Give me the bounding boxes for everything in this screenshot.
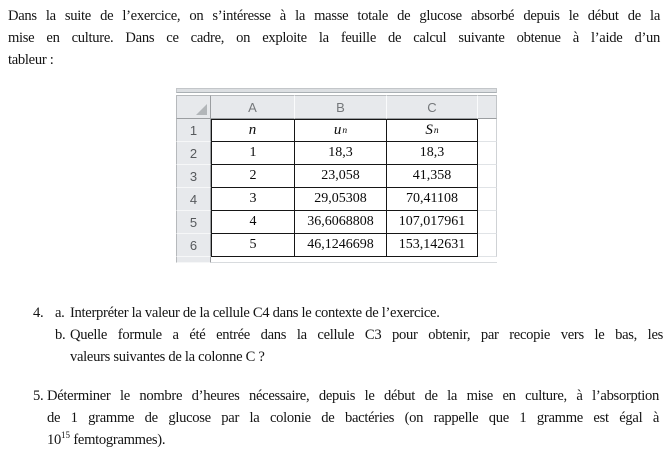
row-header-1: 1 (176, 119, 211, 142)
row-header-5: 5 (176, 211, 211, 234)
spreadsheet-row-4 (176, 188, 497, 211)
column-header-c: C (387, 95, 478, 119)
cell-A6: 5 (211, 234, 295, 257)
intro-paragraph (8, 5, 660, 71)
question-4a (55, 302, 663, 324)
cell-D3-partial (478, 165, 497, 188)
question-5-text (47, 385, 659, 451)
cell-C6: 153,142631 (387, 234, 478, 257)
cell-C1 (387, 119, 478, 142)
row-header-4: 4 (176, 188, 211, 211)
cell-C1-subscript: n (433, 125, 439, 136)
cell-D2-partial (478, 142, 497, 165)
spreadsheet-row-1 (176, 119, 497, 142)
spreadsheet-row-5 (176, 211, 497, 234)
cell-C4: 70,41108 (387, 188, 478, 211)
cell-B1-symbol: u (333, 122, 342, 138)
cell-C1-symbol: S (425, 122, 433, 138)
row-header-7-partial (176, 257, 211, 263)
spreadsheet-row-3 (176, 165, 497, 188)
cell-B2: 18,3 (295, 142, 387, 165)
intro-line-2: mise en culture. Dans ce cadre, on exploite la feuille de calcul suivante obtenue à l’aide d’un (8, 30, 660, 46)
row-header-3: 3 (176, 165, 211, 188)
spreadsheet-row-2 (176, 142, 497, 165)
column-header-partial (478, 95, 497, 119)
cell-C3: 41,358 (387, 165, 478, 188)
row-header-6: 6 (176, 234, 211, 257)
cell-B6: 46,1246698 (295, 234, 387, 257)
spreadsheet-row-6 (176, 234, 497, 257)
cell-A1-symbol: n (248, 122, 257, 138)
cell-B3: 23,058 (295, 165, 387, 188)
cell-A5: 4 (211, 211, 295, 234)
spreadsheet-figure (176, 88, 497, 263)
question-4b (55, 324, 663, 368)
row-header-2: 2 (176, 142, 211, 165)
question-5-number: 5. (33, 388, 44, 404)
select-all-triangle-icon (196, 104, 207, 115)
power-base: 10 (47, 432, 61, 448)
question-5-line-3 (47, 429, 659, 451)
question-4 (33, 302, 663, 368)
intro-line-1: Dans la suite de l’exercice, on s’intéresse à la masse totale de glucose absorbé depuis le début de la (8, 8, 660, 24)
question-4a-label: a. (55, 305, 65, 321)
question-4b-line-1: Quelle formule a été entrée dans la cellule C3 pour obtenir, par recopie vers le bas, les (70, 327, 663, 343)
cell-B4: 29,05308 (295, 188, 387, 211)
power-exponent: 15 (61, 430, 70, 440)
spreadsheet-header-row (176, 95, 497, 119)
intro-line-3: tableur : (8, 52, 54, 68)
question-4-body (55, 302, 663, 368)
cell-B1-subscript: n (342, 125, 348, 136)
cell-A1 (211, 119, 295, 142)
question-5-line-2: de 1 gramme de glucose par la colonie de bactéries (on rappelle que 1 gramme est égal à (47, 410, 659, 426)
spreadsheet-top-edge (176, 88, 497, 93)
cell-C5: 107,017961 (387, 211, 478, 234)
cell-B1 (295, 119, 387, 142)
cell-D5-partial (478, 211, 497, 234)
question-5 (33, 385, 659, 451)
cell-A3: 2 (211, 165, 295, 188)
question-5-line-3-rest: femtogrammes). (70, 432, 166, 448)
cell-D1-partial (478, 119, 497, 142)
spreadsheet-partial-row (176, 257, 497, 263)
cell-A2: 1 (211, 142, 295, 165)
cell-D4-partial (478, 188, 497, 211)
question-4a-text: Interpréter la valeur de la cellule C4 dans le contexte de l’exercice. (70, 305, 440, 321)
column-header-b: B (295, 95, 387, 119)
question-4b-text (70, 324, 663, 368)
cell-D6-partial (478, 234, 497, 257)
question-4b-label: b. (55, 327, 66, 343)
cell-A4: 3 (211, 188, 295, 211)
partial-row-body (211, 257, 497, 263)
cell-C2: 18,3 (387, 142, 478, 165)
question-4b-line-2: valeurs suivantes de la colonne C ? (70, 349, 265, 365)
select-all-cell (176, 95, 211, 119)
question-5-line-1: Déterminer le nombre d’heures nécessaire, depuis le début de la mise en culture, à l’absorption (47, 388, 659, 404)
column-header-a: A (211, 95, 295, 119)
question-4-number: 4. (33, 305, 44, 321)
cell-B5: 36,6068808 (295, 211, 387, 234)
